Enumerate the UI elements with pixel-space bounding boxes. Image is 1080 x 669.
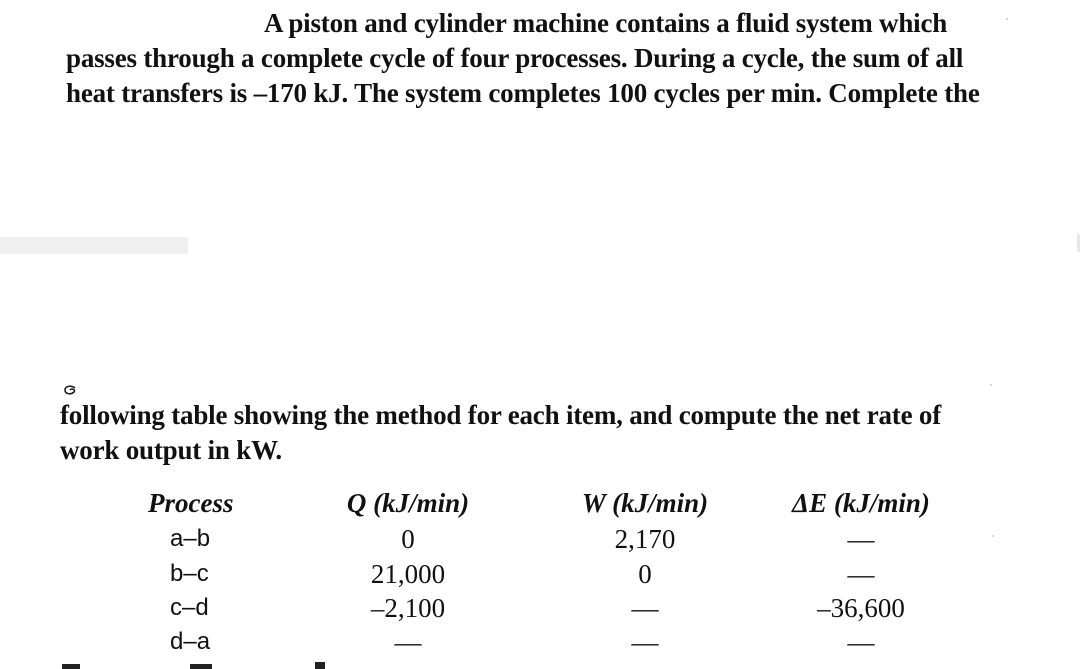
table-row-process: b–c	[170, 560, 209, 587]
table-cell-q: —	[394, 627, 422, 657]
table-cell-de: —	[847, 524, 875, 554]
scan-speck	[1006, 18, 1008, 20]
table-cell-w: 0	[638, 559, 652, 589]
table-cell-q: 21,000	[370, 559, 446, 589]
scan-artifact-bar	[0, 237, 188, 254]
table-row-process: a–b	[170, 525, 211, 552]
scan-speck	[990, 384, 992, 386]
header-process: Process	[148, 488, 234, 518]
scan-speck	[992, 535, 994, 537]
table-row-process: d–a	[170, 628, 211, 655]
header-delta-e: ΔE (kJ/min)	[792, 488, 930, 518]
table-cell-de: —	[847, 559, 875, 589]
table-cell-q: 0	[401, 524, 415, 554]
problem-paragraph-1	[66, 6, 980, 111]
header-q: Q (kJ/min)	[346, 488, 470, 518]
table-cell-q: –2,100	[370, 593, 446, 623]
problem-line: work output in kW.	[60, 435, 282, 465]
table-row-process: c–d	[170, 594, 209, 621]
problem-line: following table showing the method for each item, and compute the net rate of	[60, 400, 942, 430]
table-cell-de: –36,600	[817, 593, 905, 623]
problem-paragraph-2	[60, 398, 941, 468]
table-cell-de: —	[847, 627, 875, 657]
problem-line: A piston and cylinder machine contains a fluid system which	[264, 8, 948, 38]
problem-line: heat transfers is –170 kJ. The system completes 100 cycles per min. Complete the	[66, 78, 980, 108]
table-cell-w: —	[631, 593, 659, 623]
cut-off-text-fragment	[60, 660, 360, 669]
table-cell-w: —	[631, 627, 659, 657]
header-w: W (kJ/min)	[581, 488, 709, 518]
table-cell-w: 2,170	[614, 524, 676, 554]
handwritten-mark-icon	[62, 385, 78, 399]
problem-line: passes through a complete cycle of four processes. During a cycle, the sum of all	[66, 43, 964, 73]
